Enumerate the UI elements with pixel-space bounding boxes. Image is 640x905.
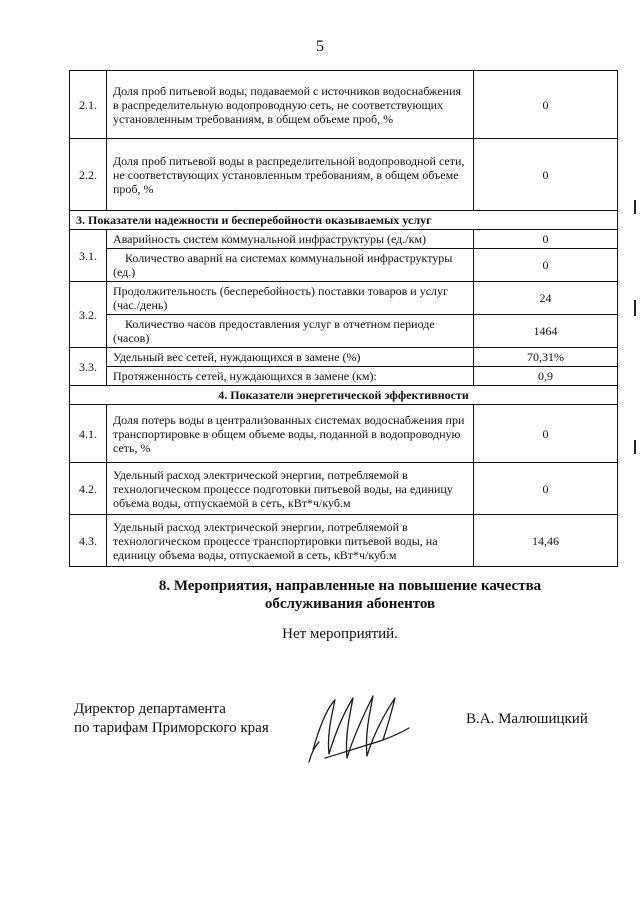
row-description: Удельный расход электрической энергии, потребляемой в технологическом процессе транспортировки питьевой воды, на единицу объема воды, отпускаемой в сеть, кВт*ч/куб.м	[107, 515, 474, 567]
table-row	[70, 282, 618, 315]
row-value: 70,31%	[474, 348, 618, 367]
table-row	[70, 71, 618, 139]
row-value: 0	[474, 71, 618, 139]
row-description: Доля проб питьевой воды в распределительной водопроводной сети, не соответствующих установленным требованиям, в общем объеме проб, %	[107, 139, 474, 211]
row-value: 1464	[474, 315, 618, 348]
row-description: Количество аварий на системах коммунальной инфраструктуры (ед.)	[107, 249, 474, 282]
section-8-body: Нет мероприятий.	[282, 626, 398, 642]
row-description: Аварийность систем коммунальной инфраструктуры (ед./км)	[107, 230, 474, 249]
table-row	[70, 315, 618, 348]
handwritten-signature	[305, 688, 415, 768]
table-row	[70, 230, 618, 249]
section-8-heading	[100, 577, 600, 613]
row-value: 0,9	[474, 367, 618, 386]
row-number: 4.3.	[70, 515, 107, 567]
row-value: 0	[474, 405, 618, 463]
indicators-table	[69, 70, 618, 567]
row-number: 3.3.	[70, 348, 107, 386]
scan-edge-marks	[632, 180, 638, 480]
row-value: 0	[474, 230, 618, 249]
row-description: Удельный расход электрической энергии, потребляемой в технологическом процессе подготовки питьевой воды, на единицу объема воды, отпускаемой в сеть, кВт*ч/куб.м	[107, 463, 474, 515]
row-description: Количество часов предоставления услуг в отчетном периоде (часов)	[107, 315, 474, 348]
section-row	[70, 211, 618, 230]
row-number: 2.2.	[70, 139, 107, 211]
row-number: 4.2.	[70, 463, 107, 515]
section-8-heading-line2: обслуживания абонентов	[264, 596, 436, 612]
table-row	[70, 367, 618, 386]
section-title: 3. Показатели надежности и бесперебойности оказываемых услуг	[70, 211, 618, 230]
page-number: 5	[316, 38, 324, 55]
row-number: 3.2.	[70, 282, 107, 348]
table-row	[70, 515, 618, 567]
section-title: 4. Показатели энергетической эффективности	[70, 386, 618, 405]
row-number: 3.1.	[70, 230, 107, 282]
table-row	[70, 463, 618, 515]
signer-name: В.А. Малюшицкий	[466, 711, 588, 727]
row-description: Доля потерь воды в централизованных системах водоснабжения при транспортировке в общем объеме воды, поданной в водопроводную сеть, %	[107, 405, 474, 463]
row-value: 0	[474, 249, 618, 282]
row-description: Доля проб питьевой воды, подаваемой с источников водоснабжения в распределительную водопроводную сеть, не соответствующих установленным требованиям, в общем объеме проб, %	[107, 71, 474, 139]
table-row	[70, 348, 618, 367]
row-number: 4.1.	[70, 405, 107, 463]
signer-position-line2: по тарифам Приморского края	[74, 720, 269, 736]
signer-position	[74, 700, 269, 738]
section-8-heading-line1: 8. Мероприятия, направленные на повышение качества	[158, 578, 542, 594]
row-description: Удельный вес сетей, нуждающихся в замене (%)	[107, 348, 474, 367]
table-row	[70, 139, 618, 211]
table-row	[70, 249, 618, 282]
row-value: 24	[474, 282, 618, 315]
table-row	[70, 405, 618, 463]
section-row	[70, 386, 618, 405]
row-value: 14,46	[474, 515, 618, 567]
row-value: 0	[474, 463, 618, 515]
row-value: 0	[474, 139, 618, 211]
row-number: 2.1.	[70, 71, 107, 139]
row-description: Продолжительность (бесперебойность) поставки товаров и услуг (час./день)	[107, 282, 474, 315]
row-description: Протяженность сетей, нуждающихся в замене (км):	[107, 367, 474, 386]
signer-position-line1: Директор департамента	[74, 701, 226, 717]
